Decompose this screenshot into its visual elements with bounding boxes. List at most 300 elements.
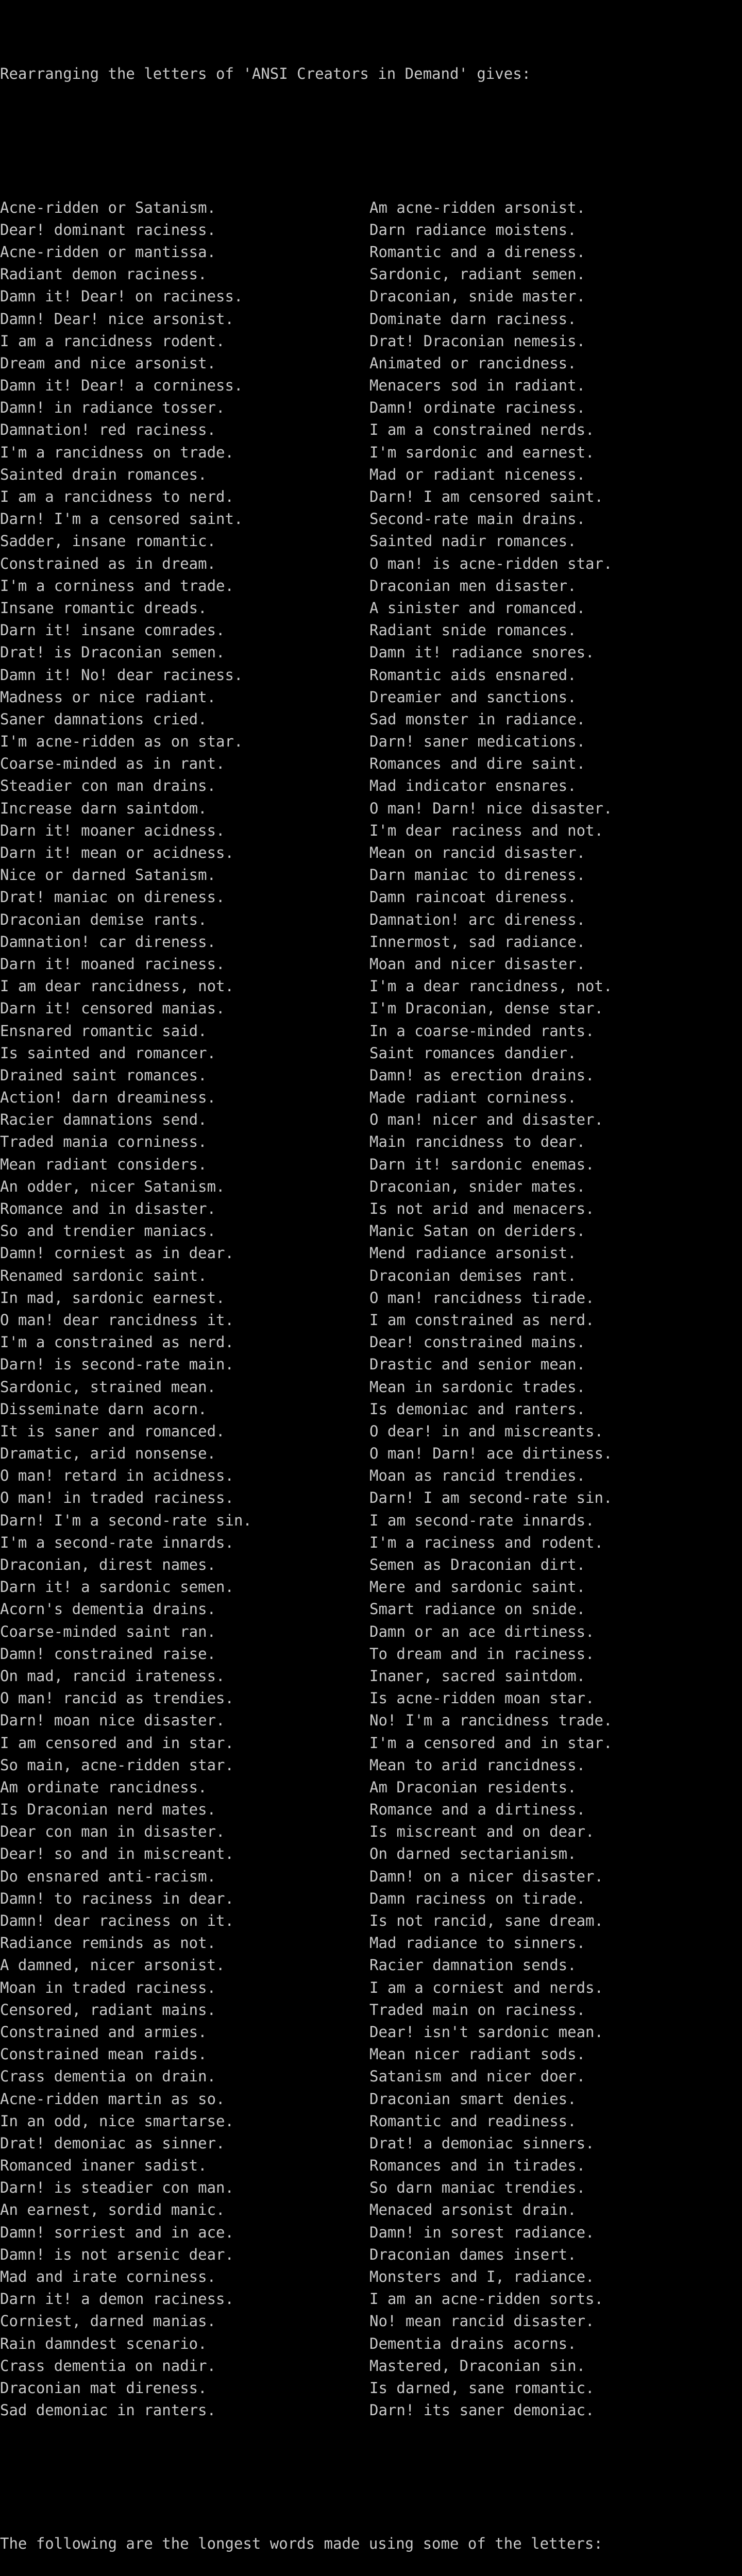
anagram-right: So darn maniac trendies. [369,2179,586,2197]
anagram-right: I am an acne-ridden sorts. [369,2290,603,2308]
anagram-row [0,2244,742,2266]
anagram-left: Sainted drain romances. [0,465,207,483]
anagram-row [0,2333,742,2355]
anagram-row [0,2110,742,2132]
anagram-left: Coarse-minded as in rant. [0,755,225,773]
anagram-row [0,1220,742,1242]
anagram-right: O man! is acne-ridden star. [369,554,613,572]
anagram-row [0,197,742,219]
anagram-left: Romance and in disaster. [0,1200,216,1218]
anagram-right: To dream and in raciness. [369,1645,595,1663]
anagram-right: Mean on rancid disaster. [369,844,586,862]
anagram-right: Darn it! sardonic enemas. [369,1155,595,1173]
anagram-right: Damn! ordinate raciness. [369,399,586,417]
anagram-right: Semen as Draconian dirt. [369,1556,586,1574]
anagram-right: Smart radiance on snide. [369,1600,586,1618]
anagram-row [0,2177,742,2199]
anagram-row [0,664,742,686]
anagram-right: Mean nicer radiant sods. [369,2045,586,2063]
anagram-right: Drat! Draconian nemesis. [369,332,586,350]
anagram-row [0,330,742,352]
anagram-row [0,1131,742,1153]
anagram-row [0,1309,742,1331]
anagram-row [0,775,742,797]
anagram-row [0,1554,742,1576]
anagram-left: Damn! sorriest and in ace. [0,2223,234,2241]
anagram-left: Acne-ridden martin as so. [0,2090,225,2108]
anagram-row [0,953,742,975]
anagram-left: In an odd, nice smartarse. [0,2112,234,2130]
anagram-right: Damn raincoat direness. [369,888,577,906]
anagram-left: Coarse-minded saint ran. [0,1622,216,1640]
anagram-row [0,530,742,552]
anagram-row [0,1709,742,1732]
anagram-row [0,1420,742,1443]
anagram-row [0,1109,742,1131]
anagram-right: Mere and sardonic saint. [369,1578,586,1596]
footer-heading: The following are the longest words made using some of the letters: [0,2535,603,2553]
anagram-left: O man! in traded raciness. [0,1489,234,1507]
anagram-right: Drastic and senior mean. [369,1355,586,1374]
anagram-right: Mad indicator ensnares. [369,777,577,795]
anagram-left: Draconian, direst names. [0,1556,216,1574]
anagram-right: No! I'm a rancidness trade. [369,1711,613,1730]
anagram-left: Disseminate darn acorn. [0,1400,207,1418]
anagram-left: I am censored and in star. [0,1734,234,1752]
anagram-right: Sad monster in radiance. [369,710,586,728]
anagram-row [0,1621,742,1643]
anagram-row [0,1242,742,1264]
anagram-row [0,1353,742,1376]
anagram-left: Nice or darned Satanism. [0,866,216,884]
anagram-row [0,2155,742,2177]
anagram-row [0,1510,742,1532]
anagram-left: Renamed sardonic saint. [0,1266,207,1284]
anagram-right: Is not arid and menacers. [369,1200,595,1218]
anagram-left: Darn! I'm a censored saint. [0,510,243,528]
anagram-left: Am ordinate rancidness. [0,1778,207,1796]
anagram-right: O man! rancidness tirade. [369,1289,595,1307]
anagram-row [0,2266,742,2288]
anagram-left: Darn! I'm a second-rate sin. [0,1511,252,1529]
anagram-right: Monsters and I, radiance. [369,2268,595,2286]
anagram-left: Sardonic, strained mean. [0,1378,216,1396]
anagram-right: Drat! a demoniac sinners. [369,2134,595,2152]
anagram-row [0,2088,742,2110]
anagram-right: Is acne-ridden moan star. [369,1689,595,1707]
anagram-row [0,864,742,886]
anagram-right: Moan as rancid trendies. [369,1467,586,1485]
anagram-row [0,686,742,708]
anagram-left: Is sainted and romancer. [0,1044,216,1062]
anagram-left: Constrained mean raids. [0,2045,207,2063]
anagram-right: Mean to arid rancidness. [369,1756,586,1774]
anagram-right: Dear! constrained mains. [369,1333,586,1351]
anagram-right: Mad or radiant niceness. [369,465,586,483]
anagram-right: Sardonic, radiant semen. [369,265,586,283]
anagram-right: No! mean rancid disaster. [369,2312,595,2330]
anagram-row [0,1042,742,1064]
blank-line [0,130,742,152]
anagram-right: Am acne-ridden arsonist. [369,198,586,216]
anagram-right: Romances and dire saint. [369,755,586,773]
anagram-row [0,2377,742,2399]
anagram-right: Saint romances dandier. [369,1044,577,1062]
anagram-right: Mend radiance arsonist. [369,1244,577,1262]
anagram-right: Damn! as erection drains. [369,1066,595,1084]
anagram-left: Drat! demoniac as sinner. [0,2134,225,2152]
anagram-row [0,1799,742,1821]
anagram-left: Darn it! moaner acidness. [0,821,225,839]
anagram-right: Satanism and nicer doer. [369,2067,586,2086]
anagram-right: Second-rate main drains. [369,510,586,528]
anagram-right: I'm a censored and in star. [369,1734,613,1752]
anagram-left: So main, acne-ridden star. [0,1756,234,1774]
anagram-right: Damn or an ace dirtiness. [369,1622,595,1640]
anagram-left: Dear! dominant raciness. [0,221,216,239]
anagram-row [0,708,742,731]
anagram-row [0,597,742,619]
anagram-row [0,2222,742,2244]
anagram-left: Damn it! Dear! a corniness. [0,377,243,395]
anagram-left: Constrained as in dream. [0,554,216,572]
anagram-list [0,197,742,2422]
anagram-left: Damn! to raciness in dear. [0,1889,234,1907]
anagram-right: On darned sectarianism. [369,1845,577,1863]
anagram-left: Constrained and armies. [0,2023,207,2041]
anagram-row [0,1331,742,1353]
anagram-left: Censored, radiant mains. [0,2001,216,2019]
anagram-row [0,1732,742,1754]
anagram-right: Mad radiance to sinners. [369,1934,586,1952]
anagram-left: Damn! dear raciness on it. [0,1912,234,1930]
anagram-right: Romances and in tirades. [369,2157,586,2175]
anagram-left: Draconian mat direness. [0,2379,207,2397]
anagram-left: An earnest, sordid manic. [0,2201,225,2219]
anagram-row [0,2199,742,2221]
anagram-right: I'm a raciness and rodent. [369,1533,603,1551]
anagram-right: Damn! in sorest radiance. [369,2223,595,2241]
anagram-left: On mad, rancid irateness. [0,1667,225,1685]
anagram-row [0,2310,742,2332]
anagram-left: Dear! so and in miscreant. [0,1845,234,1863]
anagram-row [0,1398,742,1420]
anagram-row [0,619,742,641]
anagram-left: I am a rancidness rodent. [0,332,225,350]
anagram-left: Romanced inaner sadist. [0,2157,207,2175]
anagram-row [0,1287,742,1309]
anagram-left: A damned, nicer arsonist. [0,1956,225,1974]
anagram-right: Dominate darn raciness. [369,310,577,328]
anagram-left: Moan in traded raciness. [0,1978,216,1996]
anagram-right: Mean in sardonic trades. [369,1378,586,1396]
anagram-right: Draconian men disaster. [369,577,577,595]
anagram-row [0,1064,742,1087]
anagram-right: Dreamier and sanctions. [369,688,577,706]
anagram-row [0,575,742,597]
anagram-row [0,219,742,241]
anagram-left: O man! rancid as trendies. [0,1689,234,1707]
anagram-left: O man! retard in acidness. [0,1467,234,1485]
anagram-right: O dear! in and miscreants. [369,1422,603,1440]
anagram-row [0,1999,742,2021]
anagram-row [0,1443,742,1465]
anagram-row [0,909,742,931]
anagram-right: Darn! I am second-rate sin. [369,1489,613,1507]
anagram-right: Am Draconian residents. [369,1778,577,1796]
anagram-row [0,397,742,419]
anagram-left: Damn! in radiance tosser. [0,399,225,417]
anagram-row [0,1776,742,1799]
anagram-right: Animated or rancidness. [369,354,577,372]
anagram-left: Dear con man in disaster. [0,1823,225,1841]
anagram-row [0,553,742,575]
anagram-row [0,464,742,486]
anagram-right: Romantic and readiness. [369,2112,577,2130]
anagram-row [0,2021,742,2043]
anagram-left: Crass dementia on drain. [0,2067,216,2086]
anagram-row [0,1532,742,1554]
anagram-row [0,1866,742,1888]
anagram-row [0,241,742,263]
anagram-right: I'm a dear rancidness, not. [369,977,613,995]
anagram-right: Romantic and a direness. [369,243,586,261]
anagram-left: Acne-ridden or mantissa. [0,243,216,261]
anagram-right: I'm Draconian, dense star. [369,999,603,1018]
anagram-row [0,798,742,820]
anagram-left: Acorn's dementia drains. [0,1600,216,1618]
anagram-left: In mad, sardonic earnest. [0,1289,225,1307]
anagram-row [0,931,742,953]
anagram-left: Damn! is not arsenic dear. [0,2245,234,2263]
anagram-left: Damn it! Dear! on raciness. [0,287,243,306]
anagram-right: Inaner, sacred saintdom. [369,1667,586,1685]
anagram-right: I am a constrained nerds. [369,421,595,439]
anagram-right: Darn! I am censored saint. [369,488,603,506]
anagram-right: Draconian, snider mates. [369,1177,586,1195]
anagram-row [0,1954,742,1976]
anagram-row [0,1176,742,1198]
anagram-right: I am second-rate innards. [369,1511,595,1529]
anagram-row [0,1754,742,1776]
anagram-right: Innermost, sad radiance. [369,933,586,951]
anagram-left: Steadier con man drains. [0,777,216,795]
anagram-left: O man! dear rancidness it. [0,1311,234,1329]
anagram-left: Draconian demise rants. [0,910,207,928]
anagram-right: Draconian smart denies. [369,2090,577,2108]
anagram-left: Darn it! a demon raciness. [0,2290,234,2308]
anagram-row [0,886,742,908]
anagram-row [0,2288,742,2310]
anagram-row [0,1154,742,1176]
anagram-right: Moan and nicer disaster. [369,955,586,973]
anagram-row [0,508,742,530]
anagram-row [0,2065,742,2088]
anagram-row [0,419,742,441]
anagram-right: A sinister and romanced. [369,599,586,617]
anagram-right: Main rancidness to dear. [369,1133,586,1151]
anagram-right: I'm sardonic and earnest. [369,443,595,461]
anagram-left: I'm a constrained as nerd. [0,1333,234,1351]
anagram-left: I'm acne-ridden as on star. [0,733,243,751]
anagram-row [0,352,742,375]
anagram-right: Sainted nadir romances. [369,532,577,550]
anagram-left: Darn it! a sardonic semen. [0,1578,234,1596]
anagram-left: Darn it! censored manias. [0,999,225,1018]
anagram-right: Racier damnation sends. [369,1956,577,1974]
anagram-right: O man! Darn! ace dirtiness. [369,1445,613,1463]
anagram-left: Drat! maniac on direness. [0,888,225,906]
anagram-right: Damn raciness on tirade. [369,1889,586,1907]
anagram-row [0,308,742,330]
anagram-left: It is saner and romanced. [0,1422,225,1440]
anagram-row [0,731,742,753]
anagram-right: Damn! on a nicer disaster. [369,1867,603,1885]
anagram-row [0,1821,742,1843]
anagram-right: Made radiant corniness. [369,1089,577,1107]
anagram-right: Radiant snide romances. [369,621,577,639]
anagram-left: I am dear rancidness, not. [0,977,234,995]
anagram-left: I'm a second-rate innards. [0,1533,234,1551]
anagram-row [0,1265,742,1287]
anagram-left: Sad demoniac in ranters. [0,2401,216,2419]
anagram-left: Mad and irate corniness. [0,2268,216,2286]
anagram-right: Dementia drains acorns. [369,2334,577,2352]
anagram-left: Darn! is steadier con man. [0,2179,234,2197]
anagram-left: So and trendier maniacs. [0,1222,216,1240]
anagram-row [0,2043,742,2065]
anagram-left: Dream and nice arsonist. [0,354,216,372]
anagram-left: Darn! moan nice disaster. [0,1711,225,1730]
anagram-left: Darn it! moaned raciness. [0,955,225,973]
anagram-left: Corniest, darned manias. [0,2312,216,2330]
anagram-left: Damn! constrained raise. [0,1645,216,1663]
anagram-row [0,820,742,842]
anagram-right: Draconian dames insert. [369,2245,577,2263]
anagram-row [0,842,742,864]
anagram-right: Draconian demises rant. [369,1266,577,1284]
anagram-left: Increase darn saintdom. [0,799,207,817]
anagram-right: Menaced arsonist drain. [369,2201,577,2219]
anagram-row [0,641,742,664]
anagram-right: Is miscreant and on dear. [369,1823,595,1841]
anagram-right: Is darned, sane romantic. [369,2379,595,2397]
anagram-left: I'm a rancidness on trade. [0,443,234,461]
anagram-left: I'm a corniness and trade. [0,577,234,595]
anagram-row [0,442,742,464]
anagram-row [0,1932,742,1954]
anagram-left: Traded mania corniness. [0,1133,207,1151]
anagram-row [0,1977,742,1999]
anagram-row [0,1020,742,1042]
anagram-row [0,1487,742,1509]
anagram-left: Damn! corniest as in dear. [0,1244,234,1262]
anagram-right: Manic Satan on deriders. [369,1222,586,1240]
anagram-left: Damnation! car direness. [0,933,216,951]
anagram-right: O man! Darn! nice disaster. [369,799,613,817]
anagram-right: Damnation! arc direness. [369,910,586,928]
anagram-row [0,375,742,397]
anagram-left: Sadder, insane romantic. [0,532,216,550]
anagram-left: I am a rancidness to nerd. [0,488,234,506]
anagram-row [0,753,742,775]
anagram-right: Mastered, Draconian sin. [369,2357,586,2375]
anagram-right: Is not rancid, sane dream. [369,1912,603,1930]
anagram-row [0,2399,742,2421]
anagram-left: Mean radiant considers. [0,1155,207,1173]
anagram-left: Dramatic, arid nonsense. [0,1445,216,1463]
anagram-right: O man! nicer and disaster. [369,1111,603,1129]
anagram-left: Ensnared romantic said. [0,1022,207,1040]
anagram-right: Romance and a dirtiness. [369,1801,586,1819]
anagram-right: Romantic aids ensnared. [369,666,577,684]
anagram-left: Racier damnations send. [0,1111,207,1129]
anagram-right: I am constrained as nerd. [369,1311,595,1329]
anagram-left: Action! darn dreaminess. [0,1089,216,1107]
anagram-row [0,1665,742,1687]
anagram-row [0,2132,742,2155]
anagram-right: I'm dear raciness and not. [369,821,603,839]
anagram-right: Traded main on raciness. [369,2001,586,2019]
anagram-row [0,285,742,308]
anagram-right: Menacers sod in radiant. [369,377,586,395]
anagram-right: Dear! isn't sardonic mean. [369,2023,603,2041]
anagram-right: Darn! saner medications. [369,733,586,751]
anagram-left: Acne-ridden or Satanism. [0,198,216,216]
anagram-left: Darn it! mean or acidness. [0,844,234,862]
anagram-right: Darn maniac to direness. [369,866,586,884]
anagram-left: Radiance reminds as not. [0,1934,216,1952]
anagram-left: Madness or nice radiant. [0,688,216,706]
anagram-left: Damn! Dear! nice arsonist. [0,310,234,328]
anagram-row [0,486,742,508]
anagram-row [0,997,742,1020]
anagram-left: Darn! is second-rate main. [0,1355,234,1374]
anagram-row [0,1465,742,1487]
anagram-left: Radiant demon raciness. [0,265,207,283]
anagram-right: Is demoniac and ranters. [369,1400,586,1418]
anagram-left: Insane romantic dreads. [0,599,207,617]
anagram-left: Is Draconian nerd mates. [0,1801,216,1819]
anagram-left: Drained saint romances. [0,1066,207,1084]
anagram-row [0,1376,742,1398]
anagram-row [0,1087,742,1109]
anagram-row [0,1198,742,1220]
anagram-right: Draconian, snide master. [369,287,586,306]
anagram-row [0,975,742,997]
anagram-row [0,1910,742,1932]
anagram-left: Saner damnations cried. [0,710,207,728]
anagram-row [0,1643,742,1665]
anagram-left: An odder, nicer Satanism. [0,1177,225,1195]
anagram-left: Drat! is Draconian semen. [0,643,225,662]
anagram-left: Crass dementia on nadir. [0,2357,216,2375]
anagram-left: Rain damndest scenario. [0,2334,207,2352]
anagram-right: In a coarse-minded rants. [369,1022,595,1040]
anagram-left: Damn it! No! dear raciness. [0,666,243,684]
blank-line [0,2466,742,2488]
anagram-right: I am a corniest and nerds. [369,1978,603,1996]
anagram-row [0,1888,742,1910]
anagram-row [0,2355,742,2377]
anagram-right: Damn it! radiance snores. [369,643,595,662]
anagram-row [0,1598,742,1620]
anagram-left: Do ensnared anti-racism. [0,1867,216,1885]
anagram-row [0,263,742,285]
anagram-row [0,1687,742,1709]
anagram-right: Darn! its saner demoniac. [369,2401,595,2419]
anagram-left: Damnation! red raciness. [0,421,216,439]
